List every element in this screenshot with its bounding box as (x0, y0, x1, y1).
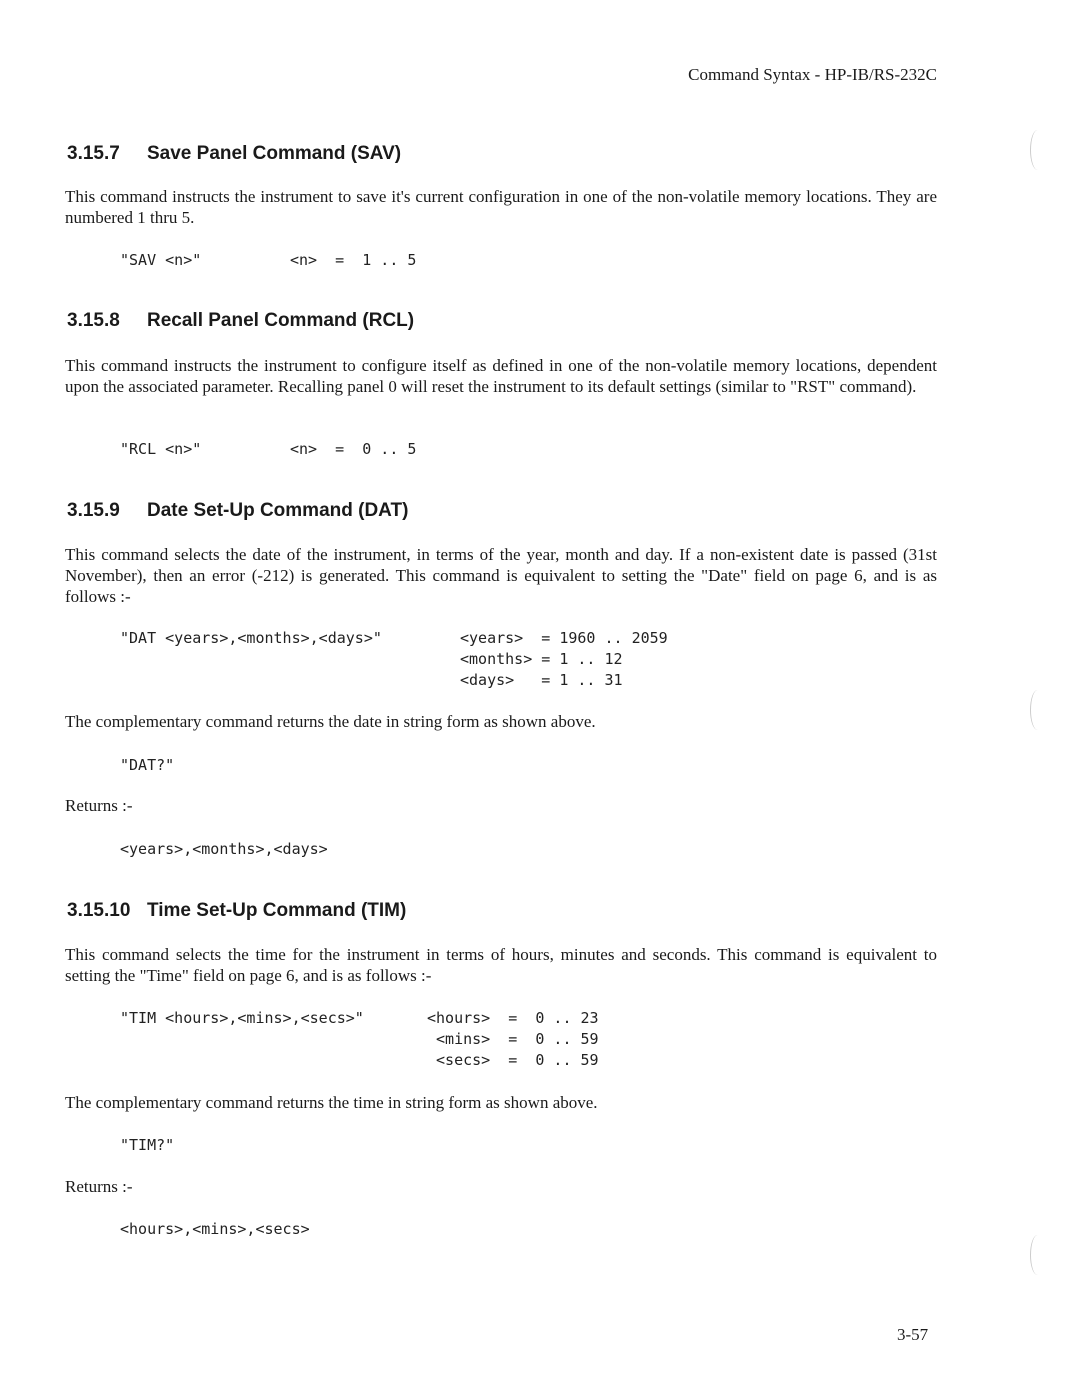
section-number: 3.15.7 (67, 143, 120, 164)
section-heading-sav (67, 143, 401, 165)
command-param: <secs> = 0 .. 59 (427, 1051, 599, 1069)
command-syntax: "TIM <hours>,<mins>,<secs>" (120, 1009, 364, 1027)
section-number: 3.15.9 (67, 500, 120, 521)
command-syntax: "DAT <years>,<months>,<days>" (120, 629, 382, 647)
command-syntax: "SAV <n>" (120, 251, 202, 269)
returns-value: <hours>,<mins>,<secs> (120, 1220, 310, 1238)
section-paragraph: This command selects the time for the instrument in terms of hours, minutes and seconds. This command is equivalent to setting the "Time" field on page 6, and is as follows :- (65, 945, 937, 985)
complement-text: The complementary command returns the date in string form as shown above. (65, 712, 596, 731)
command-param: <mins> = 0 .. 59 (427, 1030, 599, 1048)
command-param: <years> = 1960 .. 2059 (460, 629, 668, 647)
command-param: <days> = 1 .. 31 (460, 671, 623, 689)
query-syntax: "DAT?" (120, 756, 175, 774)
section-title: Time Set-Up Command (TIM) (147, 900, 407, 921)
section-title: Save Panel Command (SAV) (147, 143, 402, 164)
binding-hole-mark (1030, 130, 1045, 170)
section-title: Date Set-Up Command (DAT) (147, 500, 409, 521)
command-param: <months> = 1 .. 12 (460, 650, 623, 668)
binding-hole-mark (1030, 690, 1045, 730)
section-heading-dat (67, 500, 408, 522)
section-paragraph: This command selects the date of the instrument, in terms of the year, month and day. If a non-existent date is passed (31st November), then an error (-212) is generated. This command is equivalent to setting the "Date" field on page 6, and is as follows :- (65, 545, 937, 606)
section-title: Recall Panel Command (RCL) (147, 310, 415, 331)
section-number: 3.15.10 (67, 900, 131, 921)
query-syntax: "TIM?" (120, 1136, 175, 1154)
running-header: Command Syntax - HP-IB/RS-232C (688, 65, 937, 84)
returns-label: Returns :- (65, 796, 133, 815)
command-syntax: "RCL <n>" (120, 440, 202, 458)
section-number: 3.15.8 (67, 310, 120, 331)
complement-text: The complementary command returns the time in string form as shown above. (65, 1093, 598, 1112)
command-param: <hours> = 0 .. 23 (427, 1009, 599, 1027)
section-heading-rcl (67, 310, 414, 332)
section-heading-tim (67, 900, 406, 922)
returns-value: <years>,<months>,<days> (120, 840, 328, 858)
section-paragraph: This command instructs the instrument to configure itself as defined in one of the non-volatile memory locations, dependent upon the associated parameter. Recalling panel 0 will reset the instrument to its default settings (similar to "RST" command). (65, 356, 937, 396)
returns-label: Returns :- (65, 1177, 133, 1196)
binding-hole-mark (1030, 1235, 1045, 1275)
section-paragraph: This command instructs the instrument to save it's current configuration in one of the non-volatile memory locations. They are numbered 1 thru 5. (65, 187, 937, 227)
command-param: <n> = 1 .. 5 (290, 251, 417, 269)
page-number: 3-57 (897, 1325, 929, 1344)
command-param: <n> = 0 .. 5 (290, 440, 417, 458)
